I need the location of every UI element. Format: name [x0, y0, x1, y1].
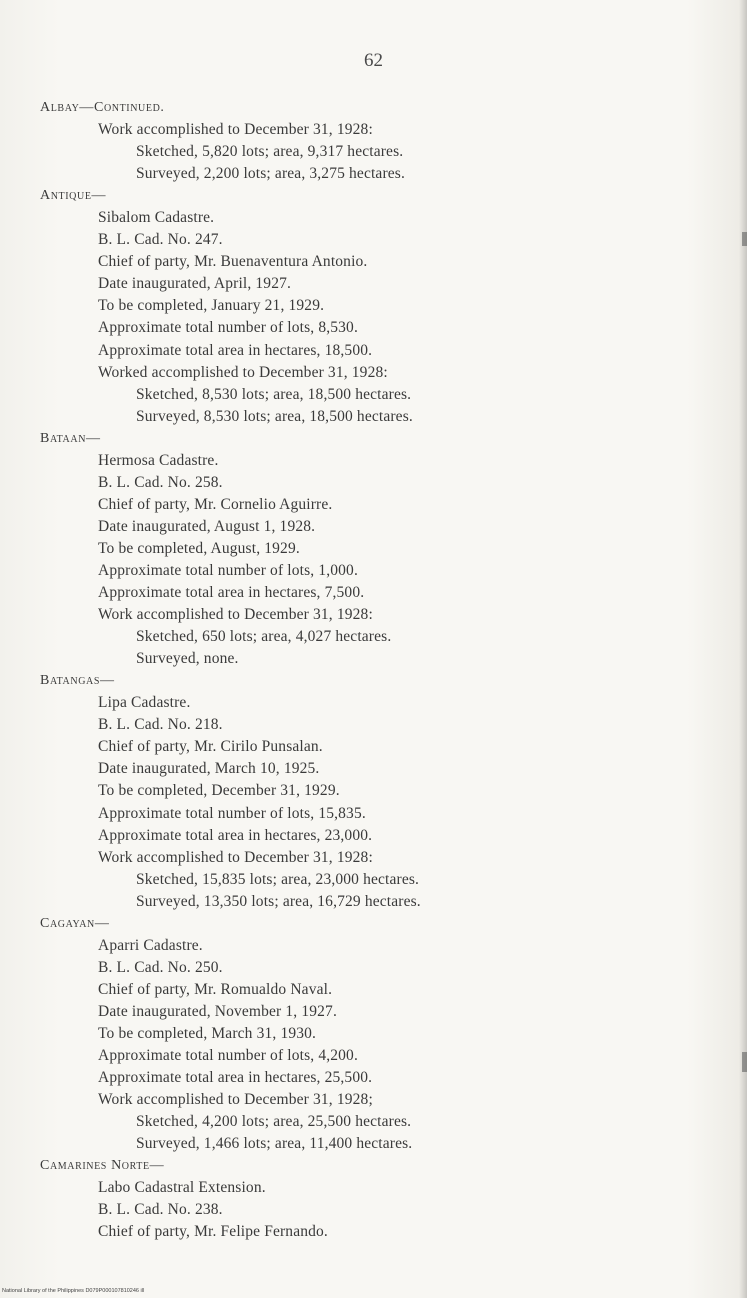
scan-footer: National Library of the Philippines D079P000107810246 ill	[2, 1288, 145, 1294]
text-line: Approximate total number of lots, 1,000.	[98, 561, 358, 579]
text-line: Chief of party, Mr. Cirilo Punsalan.	[98, 738, 323, 756]
page-body	[0, 97, 747, 1243]
text-line: Chief of party, Mr. Felipe Fernando.	[98, 1223, 328, 1241]
text-line: B. L. Cad. No. 258.	[98, 473, 223, 491]
province-heading: Camarines Norte—	[40, 1158, 165, 1174]
text-line: B. L. Cad. No. 250.	[98, 958, 223, 976]
text-line: Surveyed, 2,200 lots; area, 3,275 hectares.	[136, 165, 406, 183]
province-heading: Albay—Continued.	[40, 100, 165, 115]
text-line: Chief of party, Mr. Buenaventura Antonio.	[98, 253, 368, 271]
text-line: Lipa Cadastre.	[98, 694, 191, 712]
text-line: B. L. Cad. No. 238.	[98, 1201, 223, 1219]
text-line: Sketched, 4,200 lots; area, 25,500 hectares.	[136, 1113, 412, 1131]
text-line: Approximate total area in hectares, 23,000.	[98, 826, 373, 844]
text-line: Labo Cadastral Extension.	[98, 1179, 266, 1197]
province-heading: Cagayan—	[40, 915, 110, 931]
text-line: Approximate total area in hectares, 25,500.	[98, 1069, 373, 1087]
text-line: To be completed, January 21, 1929.	[98, 297, 325, 315]
text-line: Sketched, 5,820 lots; area, 9,317 hectares.	[136, 143, 404, 161]
text-line: To be completed, March 31, 1930.	[98, 1024, 317, 1042]
province-heading: Antique—	[40, 188, 107, 204]
text-line: Aparri Cadastre.	[98, 936, 203, 954]
text-line: Sketched, 15,835 lots; area, 23,000 hectares.	[136, 870, 420, 888]
text-line: Work accomplished to December 31, 1928:	[98, 121, 373, 139]
text-line: Surveyed, none.	[136, 650, 239, 668]
text-line: Approximate total number of lots, 15,835.	[98, 804, 366, 822]
text-line: Worked accomplished to December 31, 1928:	[98, 363, 388, 381]
text-line: Chief of party, Mr. Romualdo Naval.	[98, 980, 333, 998]
text-line: Chief of party, Mr. Cornelio Aguirre.	[98, 495, 333, 513]
text-line: Date inaugurated, November 1, 1927.	[98, 1002, 337, 1020]
province-heading: Bataan—	[40, 430, 101, 446]
text-line: Date inaugurated, March 10, 1925.	[98, 760, 320, 778]
page-number: 62	[364, 50, 383, 71]
text-line: Work accomplished to December 31, 1928;	[98, 1091, 373, 1109]
text-line: Surveyed, 8,530 lots; area, 18,500 hectares.	[136, 407, 413, 425]
text-line: B. L. Cad. No. 247.	[98, 231, 223, 249]
text-line: Approximate total area in hectares, 18,500.	[98, 341, 373, 359]
text-line: Work accomplished to December 31, 1928:	[98, 848, 373, 866]
text-line: Sibalom Cadastre.	[98, 209, 215, 227]
text-line: Approximate total number of lots, 8,530.	[98, 319, 358, 337]
text-line: Date inaugurated, April, 1927.	[98, 275, 292, 293]
province-heading: Batangas—	[40, 673, 115, 689]
text-line: Work accomplished to December 31, 1928:	[98, 606, 373, 624]
text-line: To be completed, August, 1929.	[98, 539, 300, 557]
text-line: Surveyed, 1,466 lots; area, 11,400 hectares.	[136, 1135, 413, 1153]
text-line: Approximate total area in hectares, 7,500.	[98, 584, 365, 602]
text-line: Surveyed, 13,350 lots; area, 16,729 hectares.	[136, 892, 421, 910]
text-line: Sketched, 8,530 lots; area, 18,500 hectares.	[136, 385, 412, 403]
text-line: To be completed, December 31, 1929.	[98, 782, 340, 800]
text-line: Approximate total number of lots, 4,200.	[98, 1047, 358, 1065]
text-line: Sketched, 650 lots; area, 4,027 hectares.	[136, 628, 392, 646]
text-line: Date inaugurated, August 1, 1928.	[98, 517, 316, 535]
text-line: Hermosa Cadastre.	[98, 451, 219, 469]
text-line: B. L. Cad. No. 218.	[98, 716, 223, 734]
